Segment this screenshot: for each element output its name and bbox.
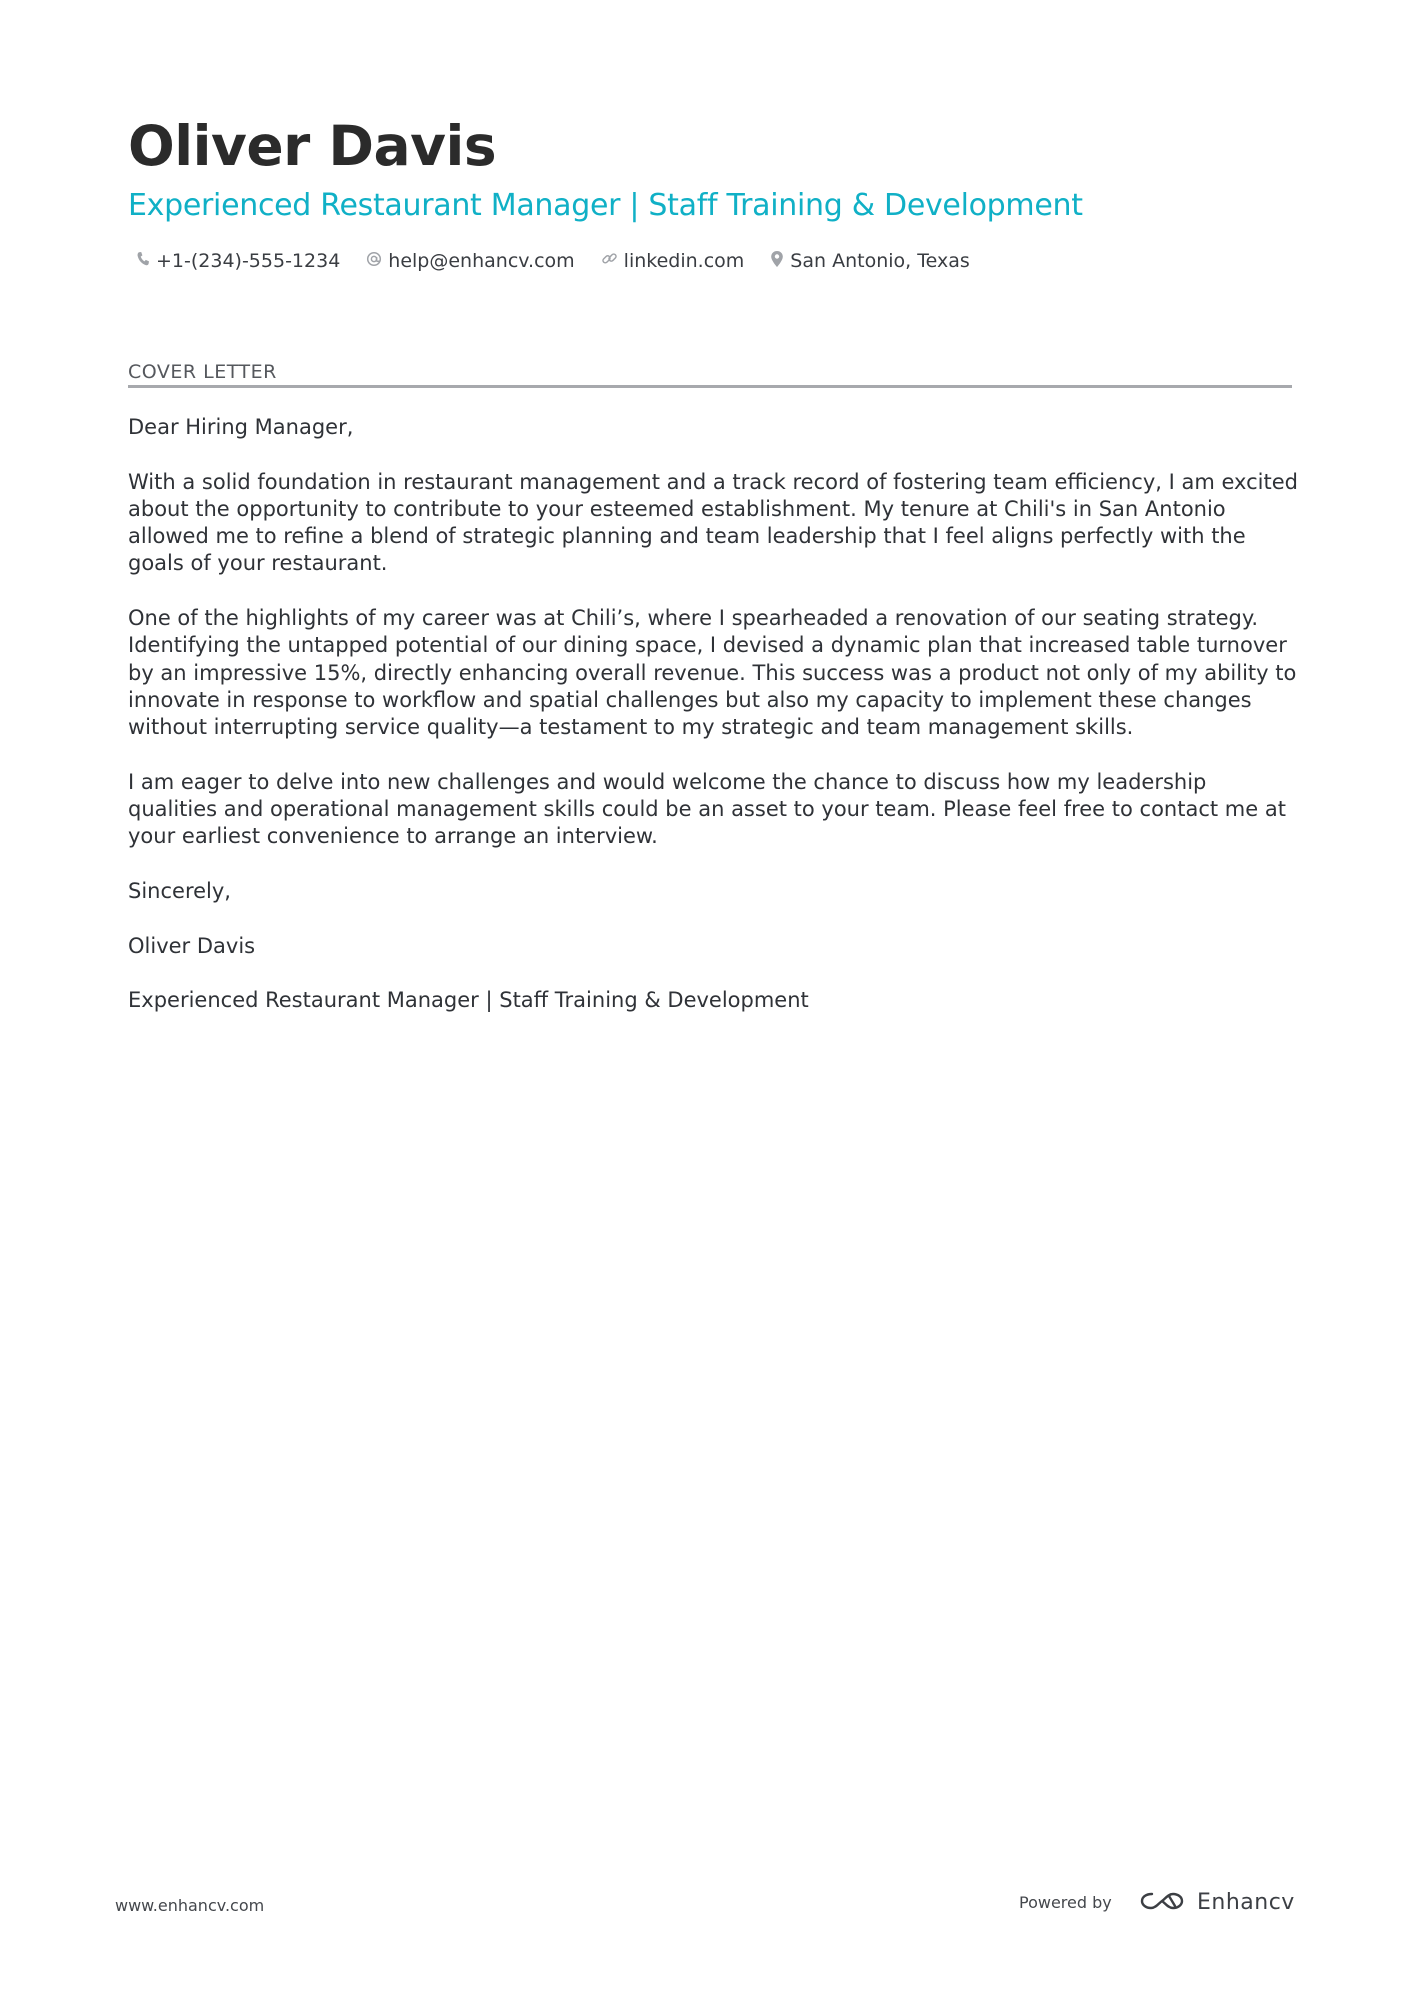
link-icon — [601, 250, 618, 272]
letter-paragraph: I am eager to delve into new challenges and would welcome the chance to discuss how my leadership qualities and operational management skills could be an asset to your team. Please feel free to contact me at your earliest convenience to arrange an interview. — [128, 769, 1286, 849]
contact-phone — [136, 250, 340, 272]
letter-paragraph: One of the highlights of my career was at Chili’s, where I spearheaded a renovation of our seating strategy. Identifying the untapped potential of our dining space, I devised a dynamic plan that increased table turnover by an impressive 15%, directly enhancing overall revenue. This success was a product not only of my ability to innovate in response to workflow and spatial challenges but also my capacity to implement these changes without interrupting service quality—a testament to my strategic and team management skills. — [128, 606, 1297, 740]
section-title: COVER LETTER — [128, 361, 277, 383]
footer-brand[interactable] — [1139, 1889, 1295, 1917]
signature-title: Experienced Restaurant Manager | Staff Training & Development — [128, 988, 809, 1013]
letter-body — [128, 414, 1300, 1042]
contact-location — [770, 250, 969, 273]
at-icon — [366, 250, 382, 272]
phone-text: +1-(234)-555-1234 — [156, 250, 341, 272]
footer-url[interactable]: www.enhancv.com — [115, 1896, 265, 1915]
signature-name: Oliver Davis — [128, 933, 256, 958]
candidate-headline: Experienced Restaurant Manager | Staff Training & Development — [128, 188, 1083, 223]
letter-closing: Sincerely, — [128, 879, 231, 904]
candidate-name: Oliver Davis — [128, 114, 497, 178]
contact-email[interactable] — [366, 250, 574, 272]
email-text[interactable]: help@enhancv.com — [388, 250, 575, 272]
footer-brand-name: Enhancv — [1197, 1890, 1295, 1915]
link-text[interactable]: linkedin.com — [623, 250, 745, 272]
footer-powered-by: Powered by — [1019, 1893, 1112, 1912]
contact-link[interactable] — [601, 250, 745, 272]
phone-icon — [136, 250, 150, 272]
letter-paragraph: With a solid foundation in restaurant management and a track record of fostering team efficiency, I am excited about the opportunity to contribute to your esteemed establishment. My tenure at Chili's in San Antonio allowed me to refine a blend of strategic planning and team leadership that I feel aligns perfectly with the goals of your restaurant. — [128, 469, 1298, 576]
location-text: San Antonio, Texas — [790, 250, 970, 272]
location-pin-icon — [770, 250, 784, 273]
contact-bar — [136, 246, 970, 276]
enhancv-logo-icon — [1139, 1889, 1185, 1917]
section-divider — [128, 385, 1292, 388]
letter-salutation: Dear Hiring Manager, — [128, 415, 354, 439]
